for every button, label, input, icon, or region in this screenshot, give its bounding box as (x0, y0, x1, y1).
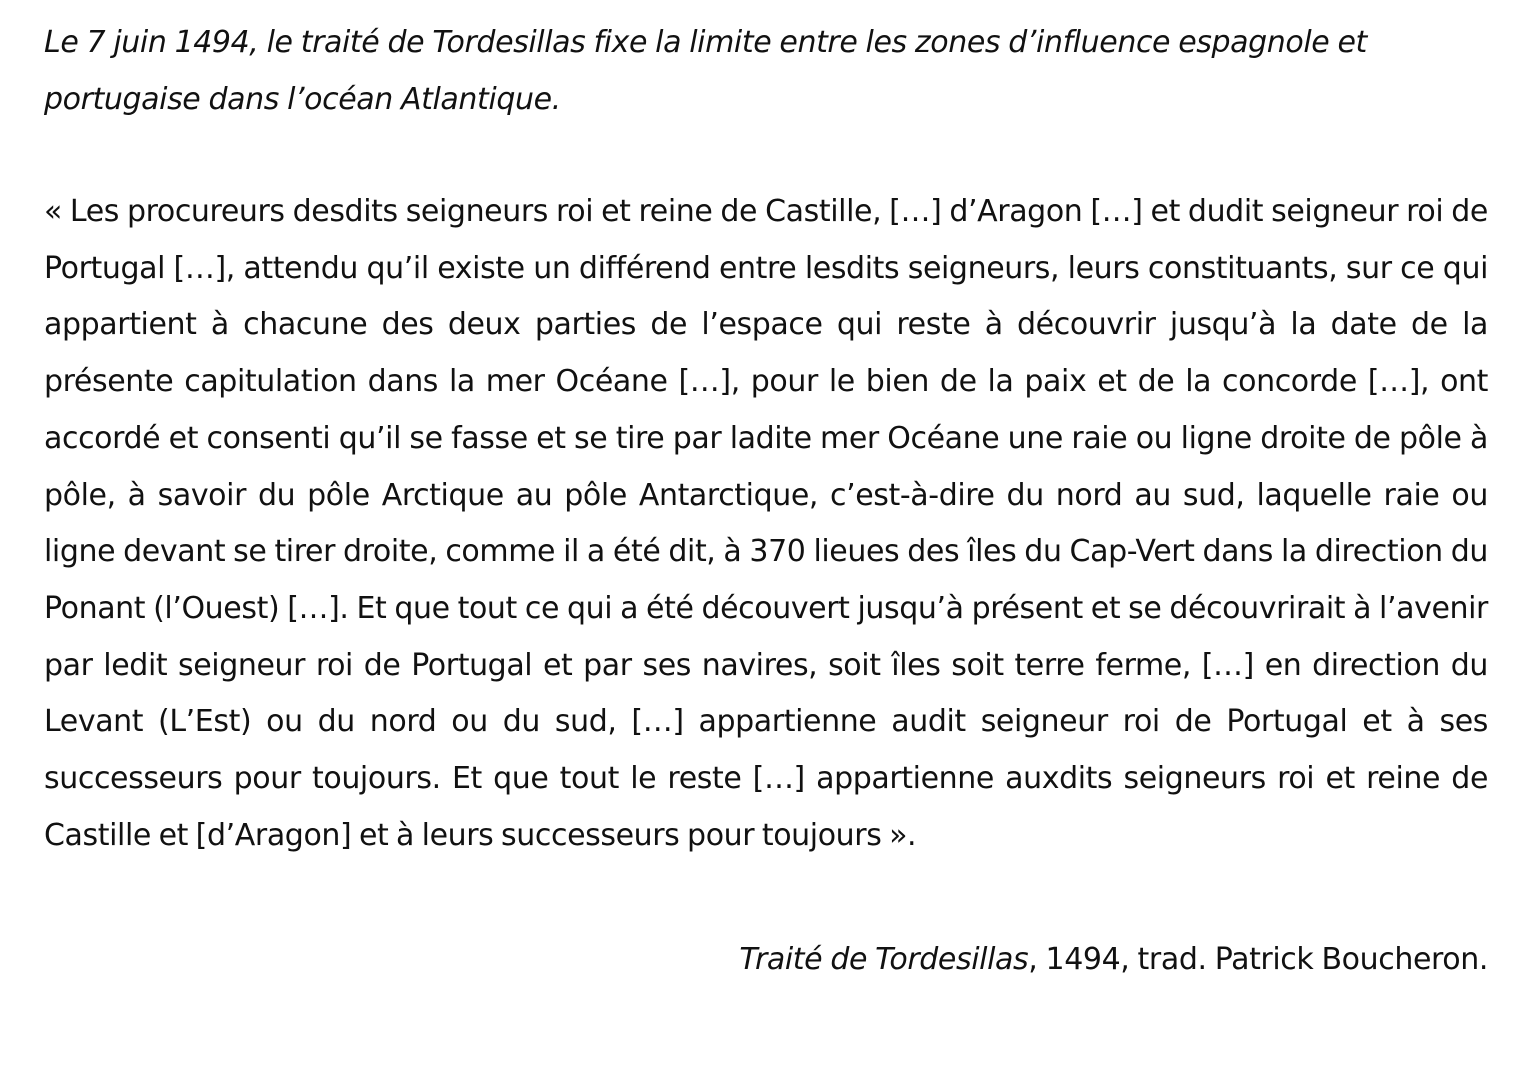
document-page (44, 14, 1488, 988)
treaty-quote: « Les procureurs desdits seigneurs roi et reine de Castille, […] d’Aragon […] et dudit seigneur roi de Portugal […], attendu qu’il existe un différend entre lesdits seigneurs, leurs constituants, sur ce qui appartient à chacune des deux parties de l’espace qui reste à découvrir jusqu’à la date de la présente capitulation dans la mer Océane […], pour le bien de la paix et de la concorde […], ont accordé et consenti qu’il se fasse et se tire par ladite mer Océane une raie ou ligne droite de pôle à pôle, à savoir du pôle Arctique au pôle Antarctique, c’est-à-dire du nord au sud, laquelle raie ou ligne devant se tirer droite, comme il a été dit, à 370 lieues des îles du Cap-Vert dans la direction du Ponant (l’Ouest) […]. Et que tout ce qui a été découvert jusqu’à présent et se découvrirait à l’avenir par ledit seigneur roi de Portugal et par ses navires, soit îles soit terre ferme, […] en direction du Levant (L’Est) ou du nord ou du sud, […] appartienne audit seigneur roi de Portugal et à ses successeurs pour toujours. Et que tout le reste […] appartienne auxdits seigneurs roi et reine de Castille et [d’Aragon] et à leurs successeurs pour toujours ». (44, 194, 1488, 853)
source-citation (44, 932, 1488, 988)
source-details: , 1494, trad. Patrick Boucheron. (1028, 942, 1488, 978)
intro-paragraph: Le 7 juin 1494, le traité de Tordesillas fixe la limite entre les zones d’influence espagnole et portugaise dans l’océan Atlantique. (44, 25, 1367, 117)
source-work-title: Traité de Tordesillas (739, 942, 1029, 978)
